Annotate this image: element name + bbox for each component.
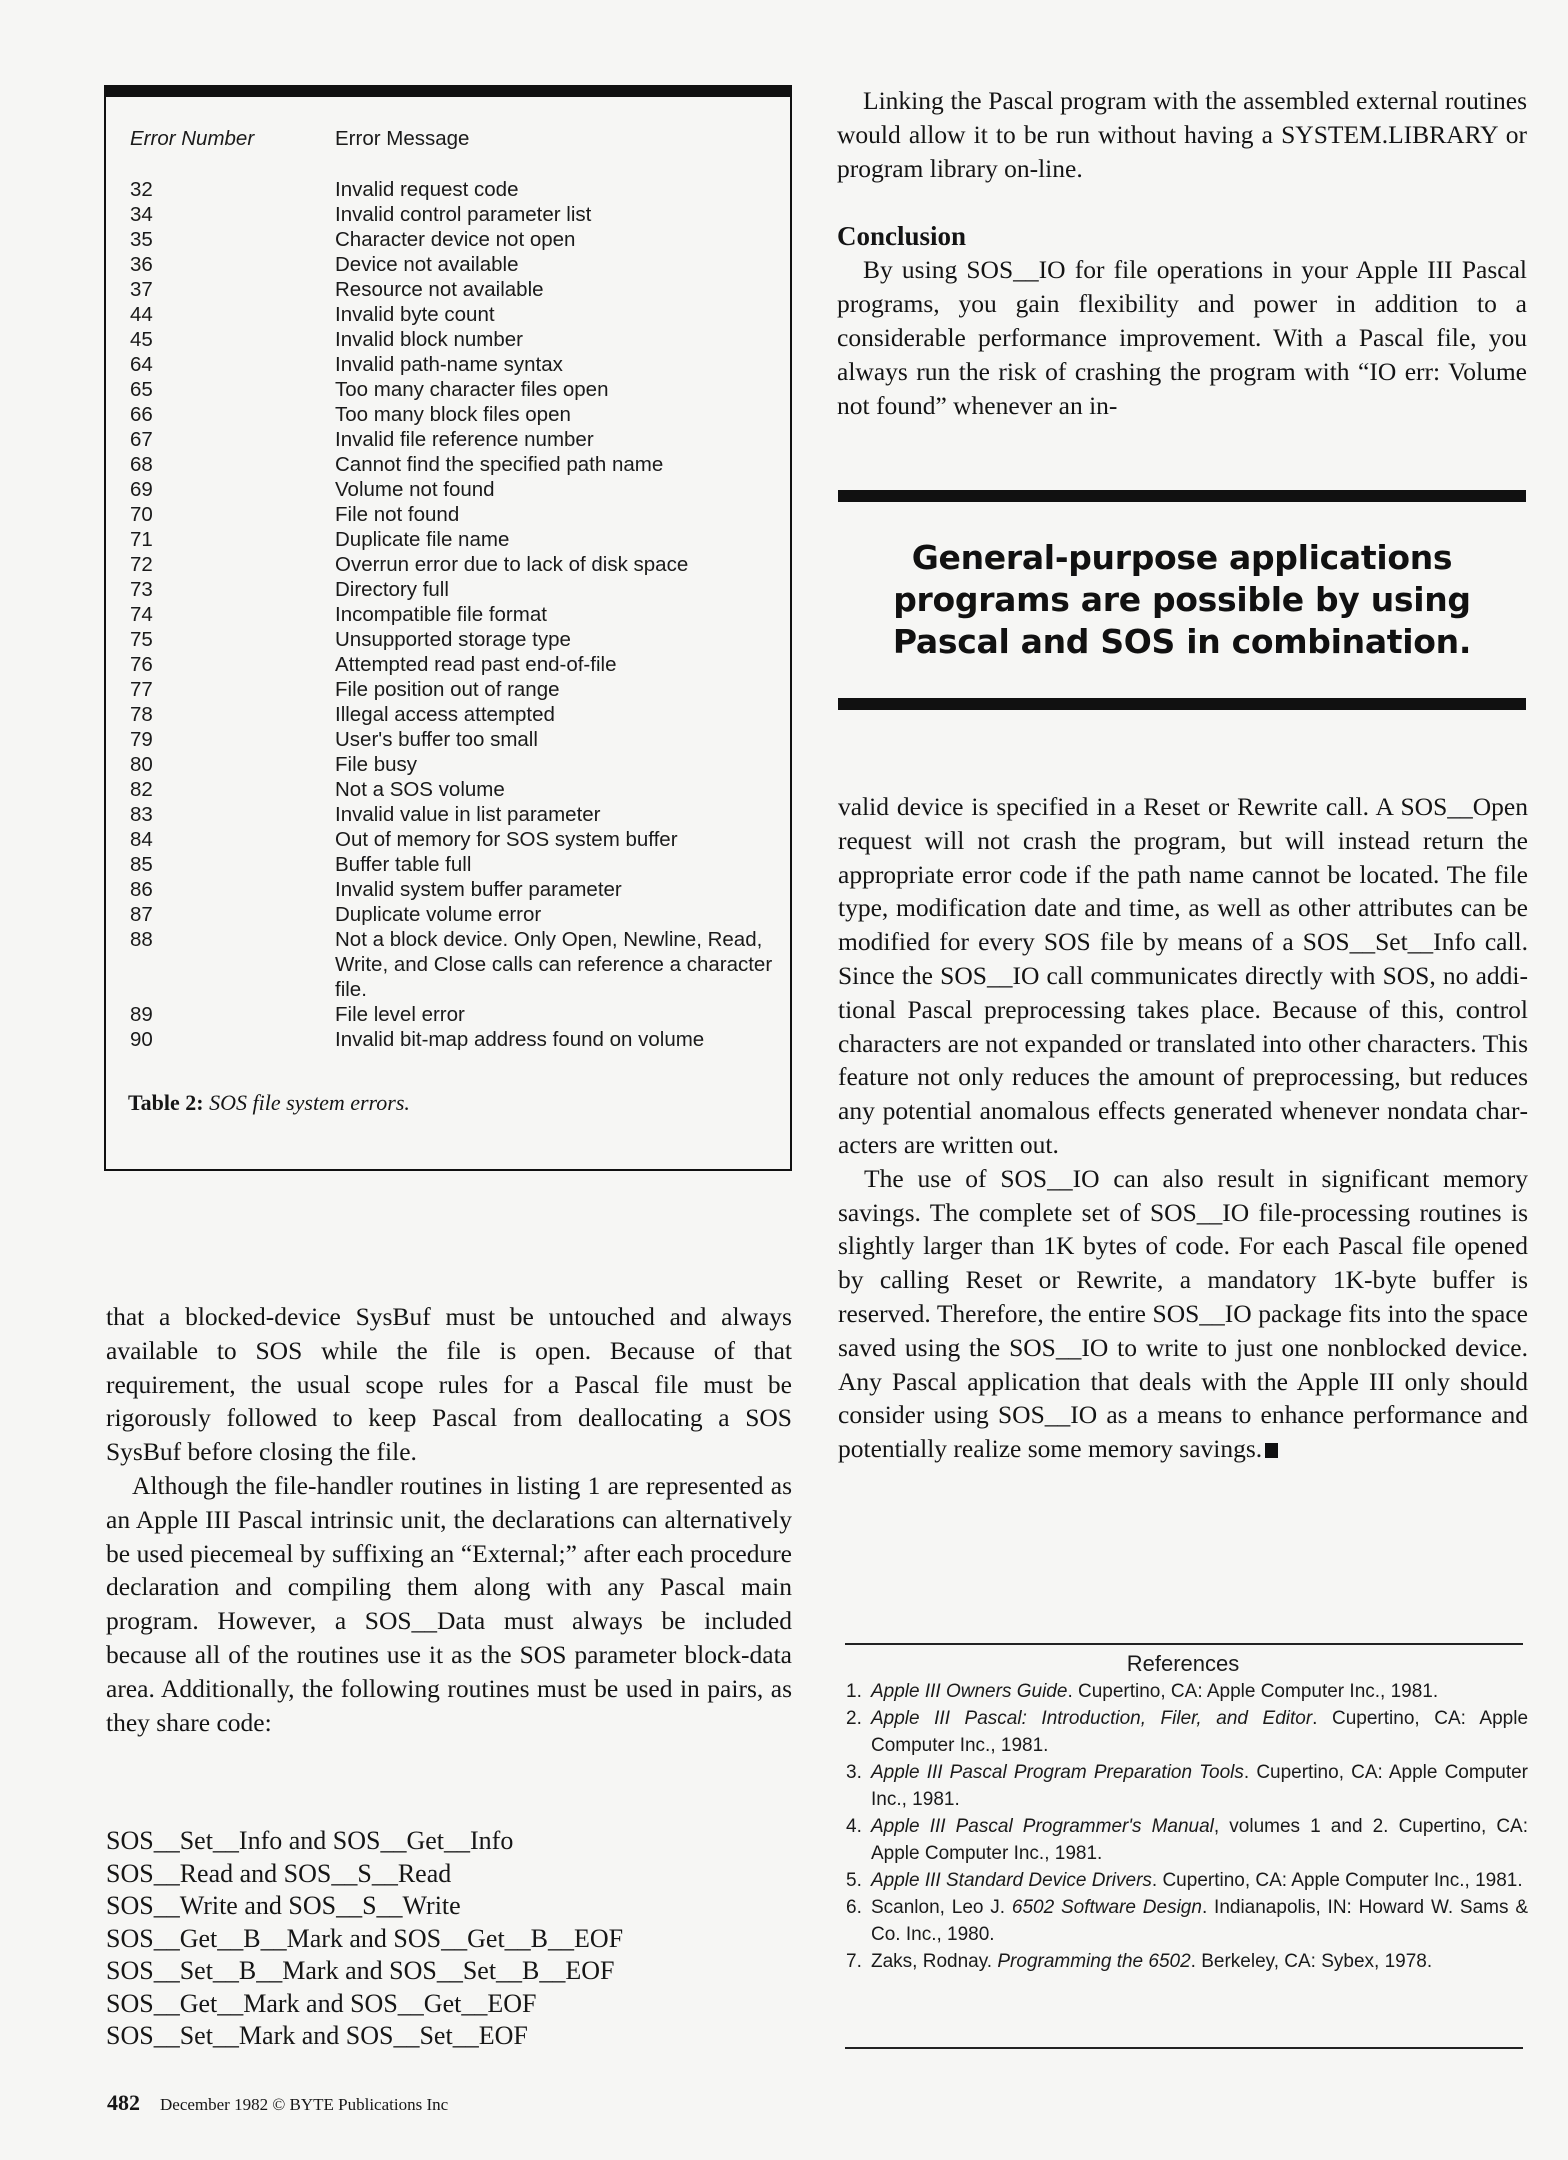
error-message: File level error [335,1003,465,1026]
error-message: Cannot find the specified path name [335,453,664,476]
pull-quote-bottom-rule [838,698,1526,710]
table-row [106,327,790,352]
error-number: 74 [130,603,153,626]
error-message: File busy [335,753,418,776]
error-number: 80 [130,753,153,776]
error-message: Incompatible file format [335,603,547,626]
table-row [106,852,790,877]
error-message: File position out of range [335,678,560,701]
error-number: 44 [130,303,153,326]
table-row [106,652,790,677]
reference-title: Apple III Pascal: Introduction, Filer, and Editor [871,1708,1313,1729]
table-row [106,427,790,452]
reference-item [838,1759,1528,1813]
error-number: 79 [130,728,153,751]
error-message: Too many character files open [335,378,609,401]
paragraph: that a blocked-device SysBuf must be untouched and always available to SOS while the file is open. Because of that requirement, the usual scope rules for a Pascal file must be rigorously followed to keep Pascal from deallocating a SOS SysBuf before closing the file. [106,1302,792,1467]
error-message: Buffer table full [335,853,472,876]
error-number: 45 [130,328,153,351]
error-message: Overrun error due to lack of disk space [335,553,689,576]
reference-item [838,1678,1528,1705]
references-bottom-rule [845,2047,1523,2049]
reference-publisher: . Cupertino, CA: Apple Computer Inc., 1981. [1151,1870,1523,1891]
routine-pair: SOS__Get__Mark and SOS__Get__EOF [106,1988,537,2018]
error-message: Invalid file reference number [335,428,594,451]
reference-publisher: . Cupertino, CA: Apple Computer Inc., 1981. [871,1762,1528,1810]
reference-publisher: . Indianapolis, IN: Howard W. Sams & Co. Inc., 1980. [871,1897,1528,1945]
reference-title: Apple III Pascal Program Preparation Tools [871,1762,1244,1783]
caption-label: Table 2: [128,1090,204,1115]
reference-publisher: . Cupertino, CA: Apple Computer Inc., 1981. [871,1708,1529,1756]
reference-item [838,1948,1528,1975]
error-number: 65 [130,378,153,401]
page-footer [107,2090,448,2116]
reference-number: 7. [846,1951,862,1972]
right-column-top [837,84,1527,422]
footer-credit: December 1982 © BYTE Publications Inc [160,2095,449,2114]
table-row [106,752,790,777]
error-number: 77 [130,678,153,701]
table-row [106,777,790,802]
routine-pair: SOS__Set__B__Mark and SOS__Set__B__EOF [106,1956,615,1985]
error-message: Volume not found [335,478,495,501]
error-message: Out of memory for SOS system buffer [335,828,678,851]
reference-publisher: . Berkeley, CA: Sybex, 1978. [1190,1951,1433,1972]
error-message: Duplicate file name [335,528,510,551]
table-row [106,302,790,327]
error-message: Illegal access attempted [335,703,555,726]
table-row [106,827,790,852]
table-row [106,477,790,502]
table-row [106,602,790,627]
error-table-box [104,85,792,1171]
reference-title: Apple III Owners Guide [871,1681,1068,1702]
table-row [106,902,790,927]
error-message: Invalid value in list parameter [335,803,601,826]
reference-number: 4. [846,1816,862,1837]
error-message: Invalid control parameter list [335,203,592,226]
error-message: User's buffer too small [335,728,538,751]
paragraph: Linking the Pascal program with the assembled external routines would allow it to be run without having a SYSTEM.LIBRARY or program library on-line. [837,86,1527,183]
error-number: 68 [130,453,153,476]
error-message: Invalid bit-map address found on volume [335,1028,705,1051]
error-message: Not a block device. Only Open, Newline, Read, Write, and Close calls can reference a character file. [335,928,773,1001]
header-error-message: Error Message [335,127,470,150]
error-message: Invalid system buffer parameter [335,878,622,901]
table-row [106,577,790,602]
routine-pair: SOS__Read and SOS__S__Read [106,1858,452,1888]
error-message: Invalid byte count [335,303,495,326]
reference-item [838,1894,1528,1948]
error-number: 37 [130,278,153,301]
table-row [106,177,790,202]
error-number: 70 [130,503,153,526]
right-column-body [838,790,1528,1466]
reference-item [838,1813,1528,1867]
table-row [106,877,790,902]
table-row [106,727,790,752]
error-number: 73 [130,578,153,601]
error-message: Resource not available [335,278,544,301]
reference-number: 3. [846,1762,862,1783]
header-error-number: Error Number [130,127,255,150]
error-number: 90 [130,1028,153,1051]
error-number: 86 [130,878,153,901]
table-body [106,177,790,1052]
reference-publisher: . Cupertino, CA: Apple Computer Inc., 1981. [1067,1681,1439,1702]
error-message: Too many block files open [335,403,571,426]
table-row [106,202,790,227]
references-list [838,1678,1528,1975]
error-number: 88 [130,928,153,951]
table-row [106,927,790,1002]
error-number: 72 [130,553,153,576]
reference-title: Programming the 6502 [997,1951,1191,1972]
reference-title: Apple III Pascal Programmer's Manual [871,1816,1214,1837]
error-number: 71 [130,528,153,551]
reference-title: 6502 Software Design [1011,1897,1202,1918]
end-of-article-mark-icon [1265,1443,1278,1458]
page-number: 482 [107,2090,140,2115]
pull-quote-top-rule [838,490,1526,502]
error-number: 83 [130,803,153,826]
reference-number: 1. [846,1681,862,1702]
error-message: File not found [335,503,460,526]
table-row [106,627,790,652]
error-message: Attempted read past end-of-file [335,653,617,676]
error-number: 64 [130,353,153,376]
reference-item [838,1867,1528,1894]
error-number: 36 [130,253,153,276]
section-heading-conclusion: Conclusion [837,221,967,252]
error-message: Character device not open [335,228,576,251]
error-message: Not a SOS volume [335,778,505,801]
error-number: 66 [130,403,153,426]
error-number: 89 [130,1003,153,1026]
error-number: 85 [130,853,153,876]
pull-quote: General-purpose applications programs are possible by using Pascal and SOS in combination. [892,538,1472,661]
caption-text: SOS file system errors. [209,1090,410,1115]
error-number: 84 [130,828,153,851]
error-message: Invalid request code [335,178,519,201]
table-row [106,377,790,402]
error-message: Directory full [335,578,449,601]
table-row [106,352,790,377]
table-top-rule [104,85,792,97]
table-row [106,677,790,702]
table-row [106,552,790,577]
reference-number: 6. [846,1897,862,1918]
routine-pair: SOS__Write and SOS__S__Write [106,1891,461,1920]
routine-pair: SOS__Set__Mark and SOS__Set__EOF [106,2021,528,2050]
references-section [838,1650,1528,1975]
table-row [106,1027,790,1052]
error-message: Invalid path-name syntax [335,353,563,376]
error-message: Unsupported storage type [335,628,571,651]
reference-publisher: , volumes 1 and 2. Cupertino, CA: Apple Computer Inc., 1981. [871,1816,1529,1864]
table-row [106,702,790,727]
references-title: References [1126,1651,1240,1676]
reference-title: Apple III Standard Device Drivers [871,1870,1152,1891]
error-number: 69 [130,478,153,501]
error-number: 76 [130,653,153,676]
error-message: Device not available [335,253,519,276]
error-number: 35 [130,228,153,251]
left-column-body [106,1300,792,1739]
error-number: 34 [130,203,153,226]
error-number: 82 [130,778,153,801]
table-caption [128,1090,410,1116]
paragraph [838,1162,1528,1466]
table-row [106,402,790,427]
routine-pair: SOS__Set__Info and SOS__Get__Info [106,1826,514,1855]
error-message: Invalid block number [335,328,524,351]
error-number: 32 [130,178,153,201]
error-number: 67 [130,428,153,451]
references-top-rule [845,1643,1523,1645]
error-number: 75 [130,628,153,651]
paragraph: Although the file-handler routines in listing 1 are represented as an Apple III Pascal intrinsic unit, the declarations can alternatively be used piecemeal by suffixing an “External;” after each procedure declaration and compiling them along with any Pascal main program. However, a SOS__Data must always be included because all of the routines use it as the SOS parameter block-data area. Additionally, the following routines must be used in pairs, as they share code: [106,1470,792,1737]
paragraph: By using SOS__IO for file operations in your Apple III Pascal programs, you gain flexibility and power in addition to a considerable performance improvement. With a Pascal file, you always run the risk of crashing the program with “IO err: Volume not found” whenever an in- [837,255,1527,420]
table-row [106,802,790,827]
paragraph-text: The use of SOS__IO can also result in significant memory savings. The complete set of SOS__IO file-processing routines is slightly larger than 1K bytes of code. For each Pascal file opened by calling Reset or Rewrite, a mandatory 1K-byte buffer is reserved. Therefore, the entire SOS__IO package fits into the space saved using the SOS__IO to write to just one nonblocked device. Any Pascal application that deals with the Apple III only should consider using SOS__IO as a means to enhance performance and potentially realize some memory savings. [838,1163,1528,1464]
table-row [106,502,790,527]
table-row [106,252,790,277]
error-message: Duplicate volume error [335,903,542,926]
reference-author: Zaks, Rodnay. [871,1951,998,1972]
routine-pair: SOS__Get__B__Mark and SOS__Get__B__EOF [106,1923,624,1953]
routine-pairs-list [106,1825,792,2053]
table-row [106,452,790,477]
error-number: 87 [130,903,153,926]
reference-number: 2. [846,1708,862,1729]
reference-item [838,1705,1528,1759]
table-row [106,277,790,302]
reference-number: 5. [846,1870,862,1891]
table-row [106,227,790,252]
error-number: 78 [130,703,153,726]
paragraph: valid device is specified in a Reset or Rewrite call. A SOS__Open request will not crash the program, but will instead return the appropriate error code if the path name cannot be located. The file type, modification date and time, as well as other attributes can be modified for every SOS file by means of a SOS__Set__Info call. Since the SOS__IO call communicates directly with SOS, no additional Pascal preprocessing takes place. Because of this, control characters are not expanded or translated into other characters. This feature not only reduces the amount of preprocessing, but reduces any potential anomalous effects generated whenever nondata characters are written out. [838,792,1528,1159]
reference-author: Scanlon, Leo J. [871,1897,1012,1918]
table-row [106,527,790,552]
table-row [106,1002,790,1027]
